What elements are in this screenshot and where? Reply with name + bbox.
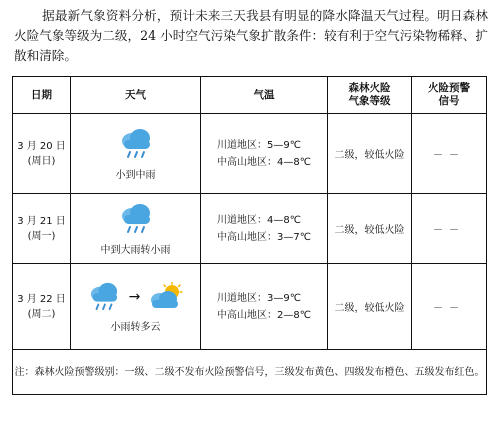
intro-text: 据最新气象资料分析，预计未来三天我县有明显的降水降温天气过程。明日森林火险气象等级为二级，24 小时空气污染气象扩散条件：较有利于空气污染物稀释、扩散和清除。: [14, 8, 488, 63]
partly-cloudy-icon: [148, 282, 184, 313]
date-text: 3 月 20 日: [17, 140, 66, 152]
weekday-text: (周二): [27, 308, 56, 320]
temp-valley: 川道地区：3—9℃: [217, 292, 301, 304]
header-temperature: 气温: [201, 77, 328, 114]
note-text: 注：森林火险预警级别：一级、二级不发布火险预警信号，三级发布黄色、四级发布橙色、五级发布红色。: [13, 350, 487, 395]
weather-cell: [71, 264, 201, 350]
temp-mountain: 中高山地区：3—7℃: [217, 231, 311, 243]
table-row: [13, 194, 487, 264]
table-row: [13, 114, 487, 194]
table-header-row: [13, 77, 487, 114]
date-cell: [13, 194, 71, 264]
weekday-text: (周日): [27, 155, 56, 167]
fire-level-cell: 二级，较低火险: [328, 194, 412, 264]
fire-level-cell: 二级，较低火险: [328, 264, 412, 350]
date-text: 3 月 22 日: [17, 293, 66, 305]
fire-signal-cell: －－: [412, 114, 487, 194]
weather-text: 中到大雨转小雨: [100, 244, 171, 256]
note-row: [13, 350, 487, 395]
header-fire-risk: 森林火险 气象等级: [328, 77, 412, 114]
header-date: 日期: [13, 77, 71, 114]
temp-mountain: 中高山地区：4—8℃: [217, 156, 311, 168]
rain-cloud-icon: [118, 127, 154, 162]
transition-arrow: →: [128, 289, 141, 305]
rain-cloud-icon: [87, 281, 121, 314]
temperature-cell: [201, 194, 328, 264]
weather-cell: [71, 194, 201, 264]
fire-signal-cell: －－: [412, 194, 487, 264]
temp-valley: 川道地区：5—9℃: [217, 139, 301, 151]
weekday-text: (周一): [27, 230, 56, 242]
weather-text: 小到中雨: [115, 169, 156, 181]
date-text: 3 月 21 日: [17, 215, 66, 227]
temperature-cell: [201, 264, 328, 350]
date-cell: [13, 114, 71, 194]
forecast-table: [12, 76, 487, 395]
date-cell: [13, 264, 71, 350]
weather-text: 小雨转多云: [110, 321, 161, 333]
temp-valley: 川道地区：4—8℃: [217, 214, 301, 226]
temp-mountain: 中高山地区：2—8℃: [217, 309, 311, 321]
fire-level-cell: 二级，较低火险: [328, 114, 412, 194]
rain-cloud-icon: [118, 202, 154, 237]
header-weather: 天气: [71, 77, 201, 114]
temperature-cell: [201, 114, 328, 194]
header-fire-signal: 火险预警 信号: [412, 77, 487, 114]
intro-paragraph: [14, 6, 488, 66]
fire-signal-cell: －－: [412, 264, 487, 350]
table-row: [13, 264, 487, 350]
weather-cell: [71, 114, 201, 194]
